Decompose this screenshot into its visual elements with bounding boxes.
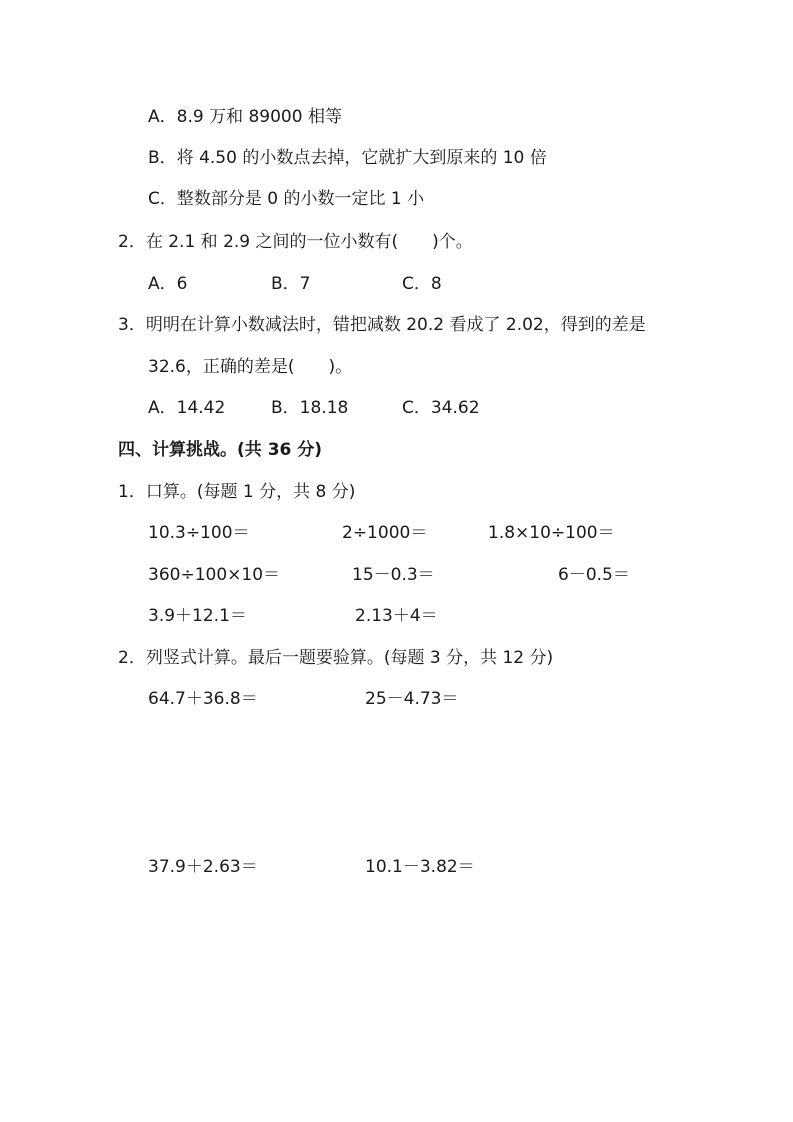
q3-option-b: B．18.18 bbox=[271, 398, 349, 418]
q3-option-c: C．34.62 bbox=[402, 398, 480, 418]
vertical-calc-item: 10.1－3.82＝ bbox=[365, 857, 475, 877]
q1-option-a: A．8.9 万和 89000 相等 bbox=[148, 107, 342, 127]
q2-stem: 2．在 2.1 和 2.9 之间的一位小数有( )个。 bbox=[118, 232, 473, 252]
oral-calc-item: 15－0.3＝ bbox=[352, 565, 435, 585]
q1-option-c: C．整数部分是 0 的小数一定比 1 小 bbox=[148, 189, 425, 209]
oral-calc-item: 2.13＋4＝ bbox=[355, 606, 438, 626]
vertical-calc-item: 25－4.73＝ bbox=[365, 689, 459, 709]
q3-stem-line2: 32.6，正确的差是( )。 bbox=[148, 357, 353, 377]
q3-option-a: A．14.42 bbox=[148, 398, 226, 418]
q2-option-a: A．6 bbox=[148, 274, 188, 294]
q1-option-b: B．将 4.50 的小数点去掉，它就扩大到原来的 10 倍 bbox=[148, 148, 547, 168]
oral-calc-item: 1.8×10÷100＝ bbox=[488, 523, 615, 543]
vertical-calc-item: 37.9＋2.63＝ bbox=[148, 857, 258, 877]
oral-calc-title: 1．口算。(每题 1 分，共 8 分) bbox=[118, 482, 356, 502]
vertical-calc-item: 64.7＋36.8＝ bbox=[148, 689, 258, 709]
oral-calc-item: 6－0.5＝ bbox=[558, 565, 630, 585]
oral-calc-item: 10.3÷100＝ bbox=[148, 523, 250, 543]
oral-calc-item: 360÷100×10＝ bbox=[148, 565, 281, 585]
q2-option-b: B．7 bbox=[271, 274, 311, 294]
vertical-calc-title: 2．列竖式计算。最后一题要验算。(每题 3 分，共 12 分) bbox=[118, 648, 554, 668]
oral-calc-item: 2÷1000＝ bbox=[342, 523, 428, 543]
q2-option-c: C．8 bbox=[402, 274, 442, 294]
oral-calc-item: 3.9＋12.1＝ bbox=[148, 606, 247, 626]
q3-stem-line1: 3．明明在计算小数减法时，错把减数 20.2 看成了 2.02，得到的差是 bbox=[118, 315, 646, 335]
section4-title: 四、计算挑战。(共 36 分) bbox=[118, 440, 323, 460]
